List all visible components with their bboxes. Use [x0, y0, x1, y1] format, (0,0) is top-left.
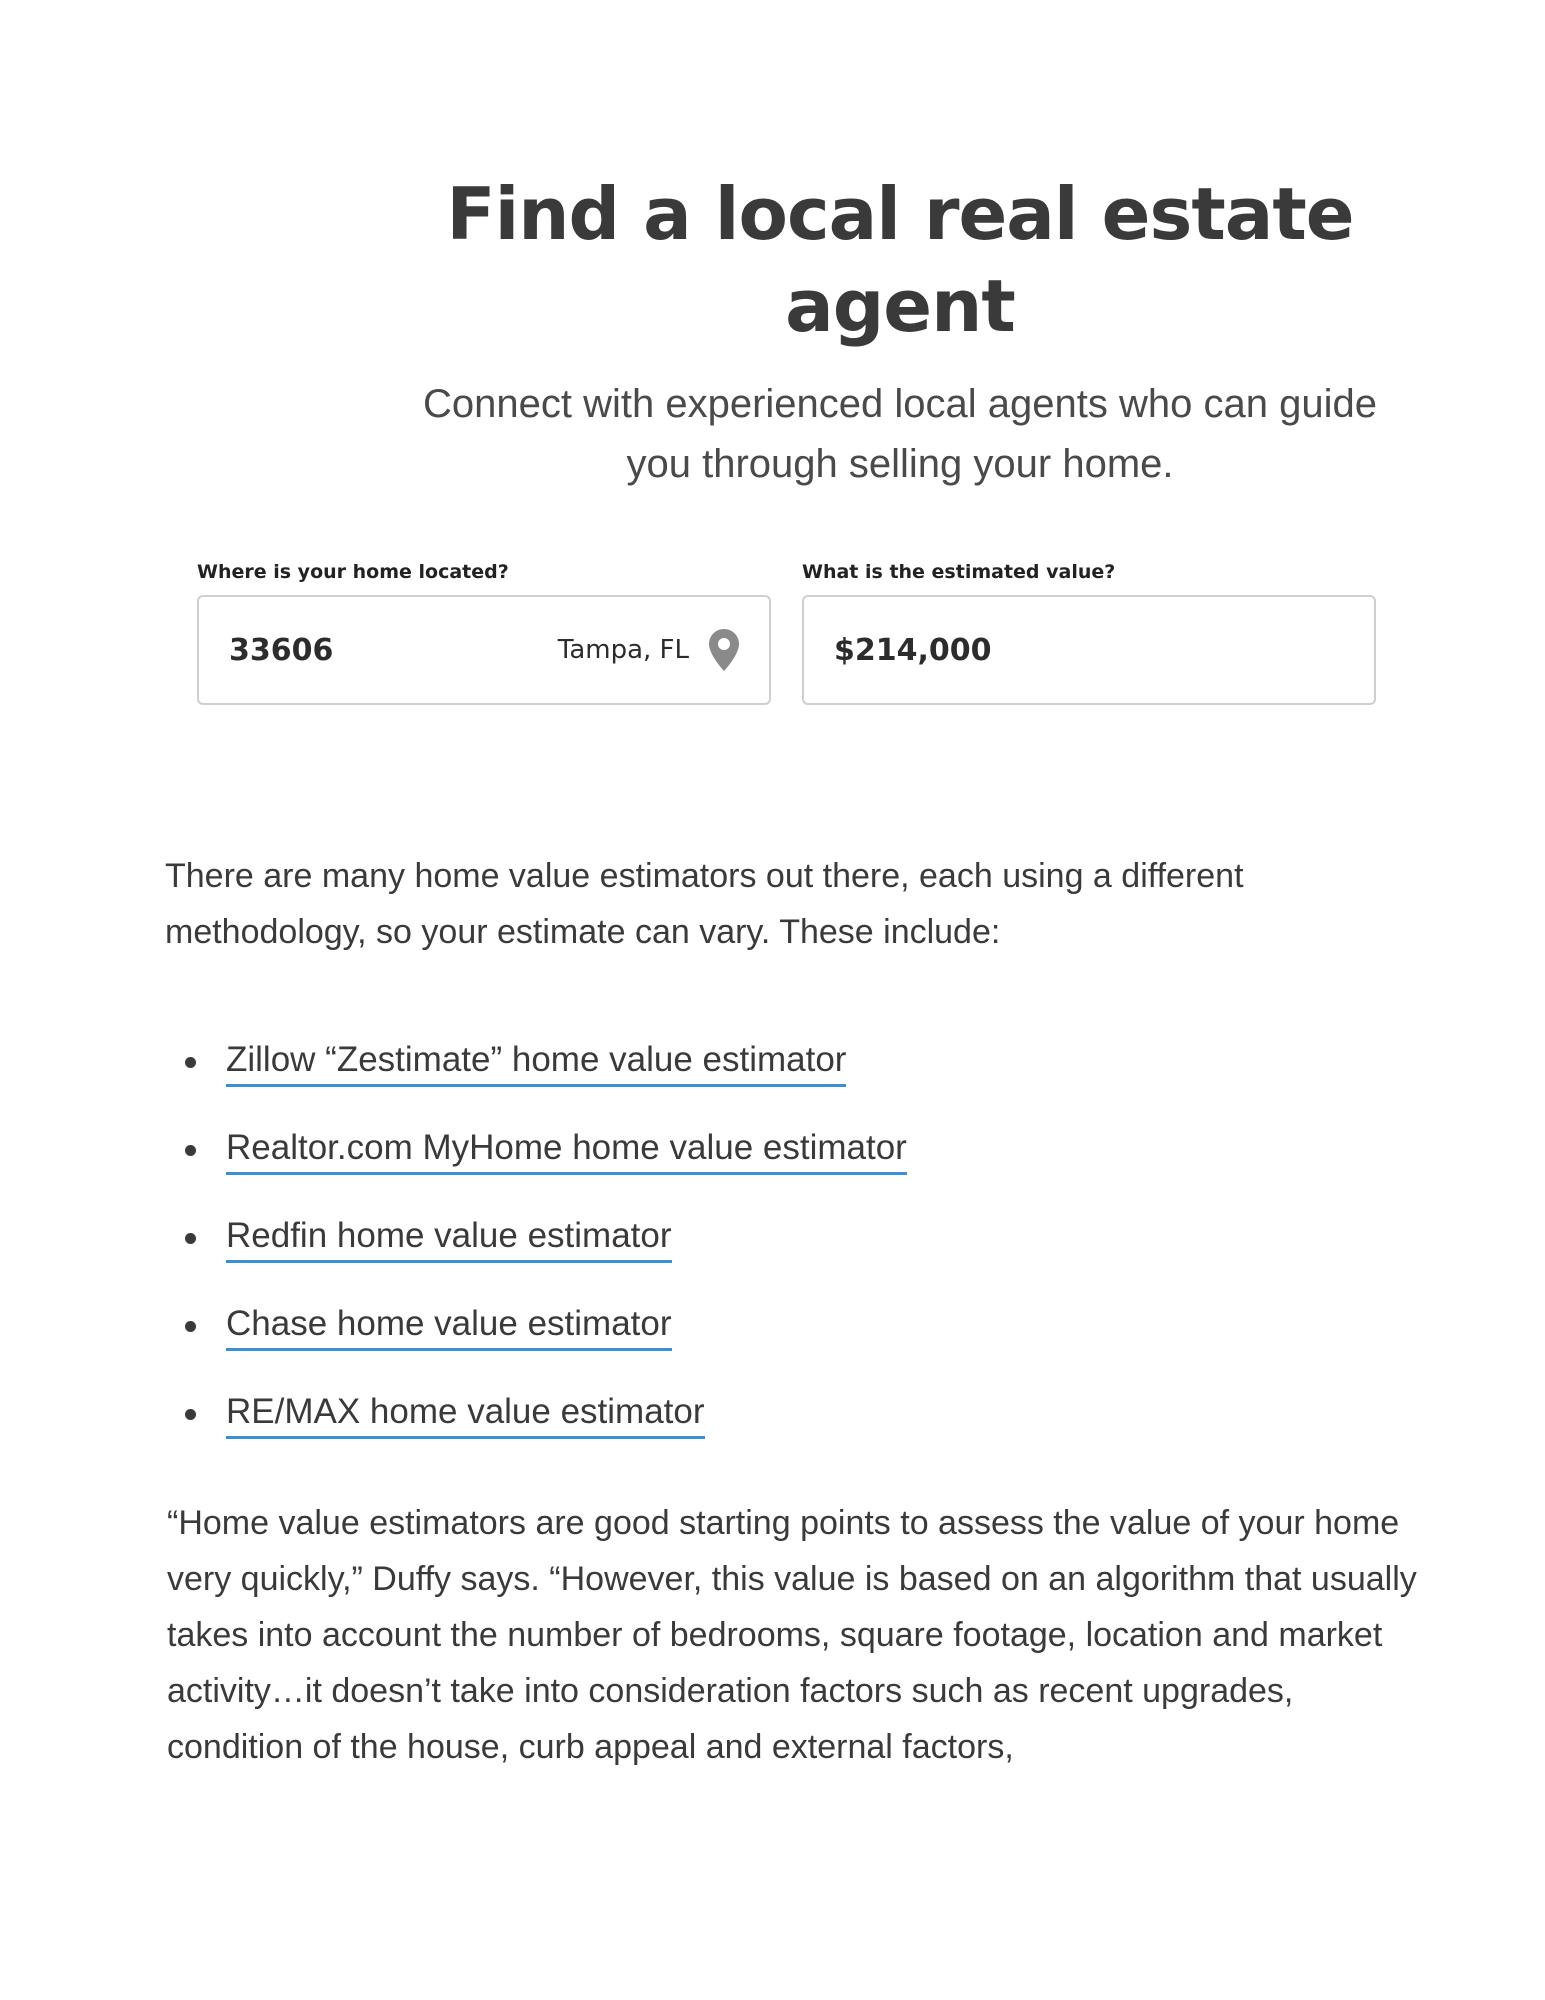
map-pin-icon[interactable] — [709, 629, 739, 671]
article-quote: “Home value estimators are good starting points to assess the value of your home very quickly,” Duffy says. “However, this value is based on an algorithm that usually takes into account the number of bedrooms, square footage, location and market activity…it doesn’t take into consideration factors such as recent upgrades, condition of the house, curb appeal and external factors, — [167, 1504, 1417, 1766]
list-item — [185, 1018, 1385, 1106]
hero-section — [400, 168, 1400, 494]
page-subtitle: Connect with experienced local agents who can guide you through selling your home. — [423, 382, 1377, 486]
estimated-value-text[interactable]: $214,000 — [834, 632, 992, 668]
estimated-value-field[interactable] — [802, 595, 1376, 705]
redfin-estimator-link[interactable]: Redfin home value estimator — [226, 1214, 672, 1263]
estimator-link-list — [185, 1018, 1385, 1458]
bullet-icon — [185, 1145, 196, 1156]
zillow-estimator-link[interactable]: Zillow “Zestimate” home value estimator — [226, 1038, 846, 1087]
remax-estimator-link[interactable]: RE/MAX home value estimator — [226, 1390, 705, 1439]
chase-estimator-link[interactable]: Chase home value estimator — [226, 1302, 672, 1351]
city-state-text: Tampa, FL — [557, 635, 689, 665]
location-field[interactable] — [197, 595, 771, 705]
bullet-icon — [185, 1409, 196, 1420]
realtor-estimator-link[interactable]: Realtor.com MyHome home value estimator — [226, 1126, 907, 1175]
page-title: Find a local real estate agent — [446, 172, 1354, 348]
location-field-label: Where is your home located? — [197, 561, 509, 583]
article-intro: There are many home value estimators out there, each using a different methodology, so your estimate can vary. These include: — [165, 857, 1244, 951]
value-field-label: What is the estimated value? — [802, 561, 1116, 583]
list-item — [185, 1194, 1385, 1282]
bullet-icon — [185, 1321, 196, 1332]
list-item — [185, 1106, 1385, 1194]
list-item — [185, 1282, 1385, 1370]
zip-code-value[interactable]: 33606 — [229, 632, 334, 668]
list-item — [185, 1370, 1385, 1458]
bullet-icon — [185, 1233, 196, 1244]
bullet-icon — [185, 1057, 196, 1068]
